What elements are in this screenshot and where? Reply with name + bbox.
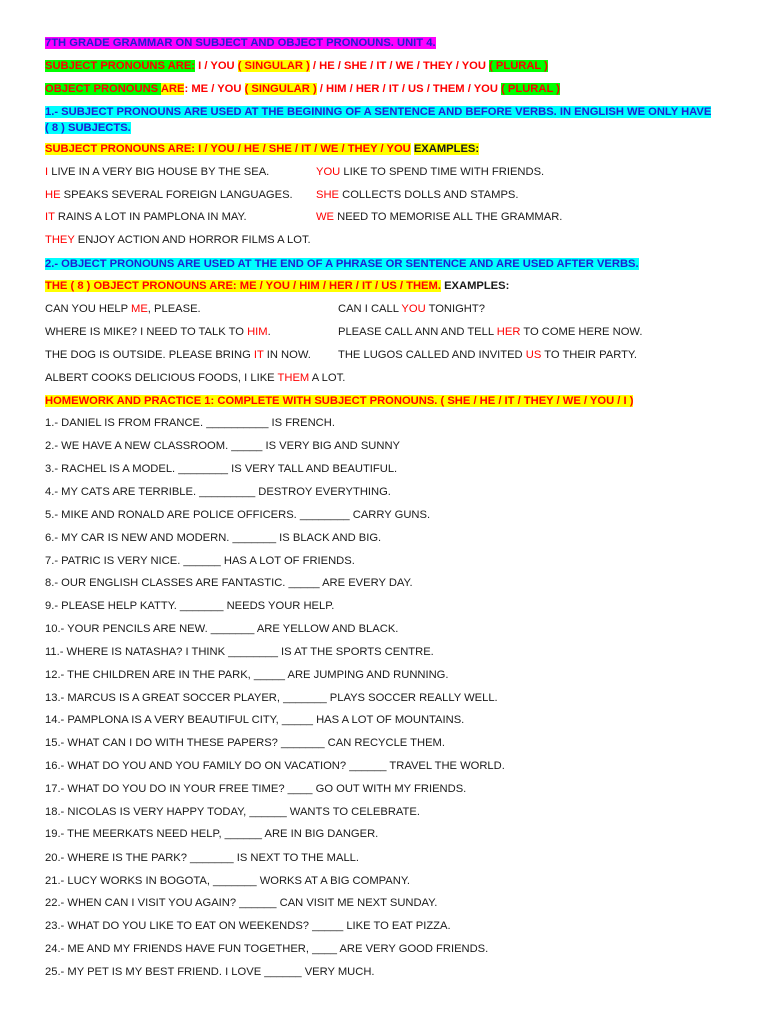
exercise-item: 23.- WHAT DO YOU LIKE TO EAT ON WEEKENDS? _____ LIKE TO EAT PIZZA. [45, 920, 451, 932]
example-text: IN NOW. [266, 349, 311, 361]
exercise-item: 25.- MY PET IS MY BEST FRIEND. I LOVE ______ VERY MUCH. [45, 966, 375, 978]
exercise-item: 2.- WE HAVE A NEW CLASSROOM. _____ IS VERY BIG AND SUNNY [45, 440, 401, 452]
exercise-item: 21.- LUCY WORKS IN BOGOTA, _______ WORKS AT A BIG COMPANY. [45, 875, 410, 887]
exercise-item: 18.- NICOLAS IS VERY HAPPY TODAY, ______ WANTS TO CELEBRATE. [45, 806, 420, 818]
object-example [45, 302, 201, 316]
example-text: SPEAKS SEVERAL FOREIGN LANGUAGES. [63, 189, 293, 201]
example-pronoun: IT [45, 211, 55, 223]
subject-example [45, 165, 269, 179]
example-text: COLLECTS DOLLS AND STAMPS. [342, 189, 519, 201]
title-text: 7TH GRADE GRAMMAR ON SUBJECT AND OBJECT PRONOUNS. UNIT 4. [45, 37, 436, 49]
subject-examples-list: SUBJECT PRONOUNS ARE: I / YOU / HE / SHE / IT / WE / THEY / YOU [45, 143, 411, 155]
exercise-item: 16.- WHAT DO YOU AND YOU FAMILY DO ON VACATION? ______ TRAVEL THE WORLD. [45, 760, 505, 772]
exercise-item: 4.- MY CATS ARE TERRIBLE. _________ DESTROY EVERYTHING. [45, 486, 391, 498]
object-singular: ( SINGULAR ) [244, 83, 317, 95]
subject-example [45, 210, 247, 224]
example-text: WHERE IS MIKE? I NEED TO TALK TO [45, 326, 244, 338]
object-label: OBJECT PRONOUNS ARE [45, 83, 185, 95]
object-plural: ( PLURAL ) [501, 83, 560, 95]
rule-2 [45, 257, 639, 271]
example-pronoun: YOU [401, 303, 426, 315]
exercise-item: 19.- THE MEERKATS NEED HELP, ______ ARE IN BIG DANGER. [45, 828, 379, 840]
object-part1: ME / YOU [191, 83, 242, 95]
rule-1-line-2: ( 8 ) SUBJECTS. [45, 122, 131, 134]
example-pronoun: HER [496, 326, 521, 338]
example-text: CAN YOU HELP [45, 303, 128, 315]
example-pronoun: US [525, 349, 542, 361]
object-examples-header [45, 279, 509, 293]
object-examples-list: THE ( 8 ) OBJECT PRONOUNS ARE: ME / YOU / HIM / HER / IT / US / THEM. [45, 280, 441, 292]
example-text: THE LUGOS CALLED AND INVITED [338, 349, 523, 361]
subject-part1: I / YOU [198, 60, 235, 72]
exercise-item: 7.- PATRIC IS VERY NICE. ______ HAS A LOT OF FRIENDS. [45, 555, 355, 567]
exercise-item: 17.- WHAT DO YOU DO IN YOUR FREE TIME? ____ GO OUT WITH MY FRIENDS. [45, 783, 467, 795]
exercise-item: 9.- PLEASE HELP KATTY. _______ NEEDS YOUR HELP. [45, 600, 335, 612]
exercise-item: 6.- MY CAR IS NEW AND MODERN. _______ IS BLACK AND BIG. [45, 532, 382, 544]
exercise-item: 14.- PAMPLONA IS A VERY BEAUTIFUL CITY, _____ HAS A LOT OF MOUNTAINS. [45, 714, 465, 726]
object-examples-label: EXAMPLES: [444, 280, 510, 292]
exercise-item: 15.- WHAT CAN I DO WITH THESE PAPERS? _______ CAN RECYCLE THEM. [45, 737, 445, 749]
example-text: TO THEIR PARTY. [544, 349, 638, 361]
subject-part2: / HE / SHE / IT / WE / THEY / YOU [312, 60, 486, 72]
example-pronoun: SHE [316, 189, 340, 201]
rule-2-text: 2.- OBJECT PRONOUNS ARE USED AT THE END OF A PHRASE OR SENTENCE AND ARE USED AFTER VERBS. [45, 258, 639, 270]
rule-1-cont [45, 121, 131, 135]
exercise-item: 13.- MARCUS IS A GREAT SOCCER PLAYER, _______ PLAYS SOCCER REALLY WELL. [45, 692, 498, 704]
practice-header-text: HOMEWORK AND PRACTICE 1: COMPLETE WITH SUBJECT PRONOUNS. ( SHE / HE / IT / THEY / WE / YOU / I ) [45, 395, 634, 407]
example-text: PLEASE CALL ANN AND TELL [338, 326, 494, 338]
example-text: ALBERT COOKS DELICIOUS FOODS, I LIKE [45, 372, 275, 384]
example-pronoun: HE [45, 189, 61, 201]
example-pronoun: ME [131, 303, 148, 315]
subject-singular: ( SINGULAR ) [237, 60, 310, 72]
rule-1-line-1: 1.- SUBJECT PRONOUNS ARE USED AT THE BEGINING OF A SENTENCE AND BEFORE VERBS. IN ENGLISH WE ONLY HAVE [45, 106, 712, 118]
example-text: ENJOY ACTION AND HORROR FILMS A LOT. [77, 234, 311, 246]
exercise-item: 12.- THE CHILDREN ARE IN THE PARK, _____ ARE JUMPING AND RUNNING. [45, 669, 449, 681]
subject-examples-label: EXAMPLES: [413, 143, 480, 155]
example-pronoun: HIM [247, 326, 268, 338]
rule-1 [45, 105, 711, 119]
object-example [45, 348, 311, 362]
subject-example [316, 188, 518, 202]
exercise-item: 20.- WHERE IS THE PARK? _______ IS NEXT TO THE MALL. [45, 852, 359, 864]
object-example [338, 302, 485, 316]
exercise-item: 22.- WHEN CAN I VISIT YOU AGAIN? ______ CAN VISIT ME NEXT SUNDAY. [45, 897, 438, 909]
example-text: A LOT. [311, 372, 346, 384]
object-example [338, 348, 637, 362]
example-text: CAN I CALL [338, 303, 399, 315]
example-pronoun: IT [253, 349, 264, 361]
practice-header [45, 394, 633, 408]
subject-pronouns-line [45, 59, 548, 73]
subject-label: SUBJECT PRONOUNS ARE: [45, 60, 196, 72]
object-example [45, 371, 345, 385]
exercise-item: 24.- ME AND MY FRIENDS HAVE FUN TOGETHER, ____ ARE VERY GOOD FRIENDS. [45, 943, 489, 955]
exercise-item: 5.- MIKE AND RONALD ARE POLICE OFFICERS. ________ CARRY GUNS. [45, 509, 431, 521]
object-pronouns-line [45, 82, 560, 96]
object-example [338, 325, 642, 339]
subject-plural: ( PLURAL ) [489, 60, 548, 72]
example-pronoun: THEY [45, 234, 75, 246]
exercise-item: 11.- WHERE IS NATASHA? I THINK ________ IS AT THE SPORTS CENTRE. [45, 646, 434, 658]
example-text: THE DOG IS OUTSIDE. PLEASE BRING [45, 349, 251, 361]
subject-example [316, 165, 544, 179]
exercise-item: 8.- OUR ENGLISH CLASSES ARE FANTASTIC. _____ ARE EVERY DAY. [45, 577, 413, 589]
subject-example [45, 233, 311, 247]
exercise-item: 1.- DANIEL IS FROM FRANCE. __________ IS FRENCH. [45, 417, 335, 429]
subject-examples-header [45, 142, 479, 156]
example-text: TO COME HERE NOW. [523, 326, 643, 338]
example-pronoun: YOU [316, 166, 341, 178]
example-pronoun: THEM [277, 372, 310, 384]
example-text: , PLEASE. [147, 303, 201, 315]
example-pronoun: WE [316, 211, 335, 223]
example-text: . [267, 326, 271, 338]
example-text: TONIGHT? [428, 303, 485, 315]
example-text: RAINS A LOT IN PAMPLONA IN MAY. [57, 211, 247, 223]
object-colon: : [184, 83, 189, 95]
example-pronoun: I [45, 166, 49, 178]
example-text: LIVE IN A VERY BIG HOUSE BY THE SEA. [51, 166, 270, 178]
example-text: LIKE TO SPEND TIME WITH FRIENDS. [343, 166, 545, 178]
example-text: NEED TO MEMORISE ALL THE GRAMMAR. [337, 211, 563, 223]
object-example [45, 325, 271, 339]
exercise-item: 10.- YOUR PENCILS ARE NEW. _______ ARE YELLOW AND BLACK. [45, 623, 399, 635]
object-part2: / HIM / HER / IT / US / THEM / YOU [319, 83, 498, 95]
subject-example [316, 210, 562, 224]
exercise-item: 3.- RACHEL IS A MODEL. ________ IS VERY TALL AND BEAUTIFUL. [45, 463, 398, 475]
subject-example [45, 188, 293, 202]
worksheet-title [45, 36, 436, 50]
